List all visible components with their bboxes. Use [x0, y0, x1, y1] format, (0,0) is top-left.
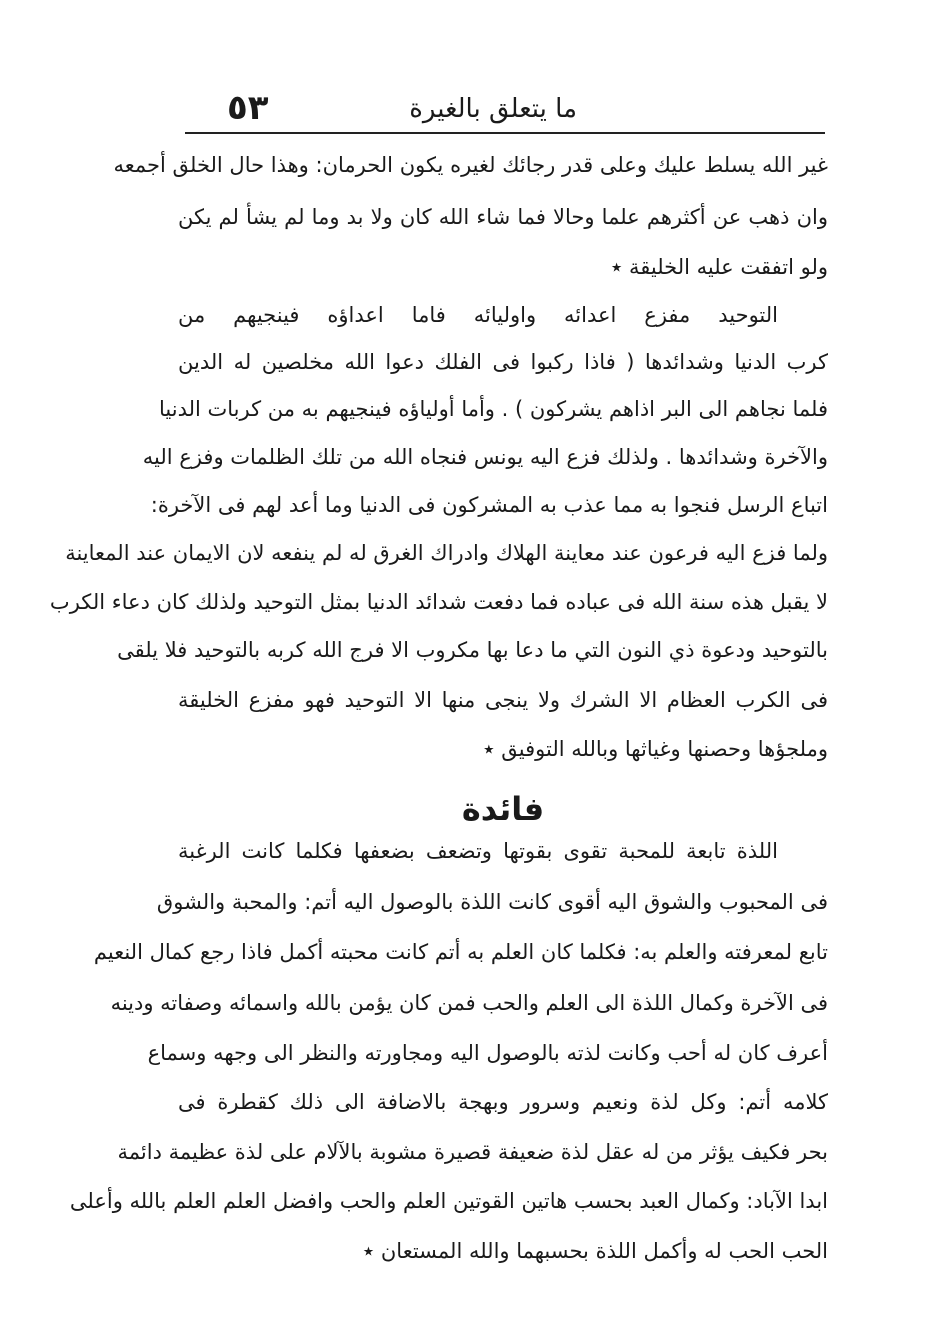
text-line: ولما فزع اليه فرعون عند معاينة الهلاك وادراك الغرق له لم ينفعه لان الايمان عند المعاينة: [65, 541, 828, 565]
section-heading: فائدة: [461, 790, 545, 828]
text-line: فلما نجاهم الى البر اذاهم يشركون ) . وأما أولياؤه فينجيهم به من كربات الدنيا: [158, 397, 828, 421]
text-line: غير الله يسلط عليك وعلى قدر رجائك لغيره يكون الحرمان: وهذا حال الخلق أجمعه: [113, 153, 828, 177]
header-rule: [185, 132, 825, 134]
text-line: فى الآخرة وكمال اللذة الى العلم والحب فمن كان يؤمن بالله واسمائه وصفاته ودينه: [110, 991, 828, 1015]
running-title: ما يتعلق بالغيرة: [409, 94, 577, 124]
page-number: ٥٣: [227, 88, 269, 128]
text-line: لا يقبل هذه سنة الله فى عباده فما دفعت شدائد الدنيا بمثل التوحيد ولذلك كان دعاء الكرب: [49, 590, 828, 614]
text-line: والآخرة وشدائدها . ولذلك فزع اليه يونس فنجاه الله من تلك الظلمات وفزع اليه: [142, 445, 828, 469]
page-header: [185, 84, 825, 134]
text-line: اللذة تابعة للمحبة تقوى بقوتها وتضعف بضعفها فكلما كانت الرغبة: [178, 839, 778, 863]
text-line: تابع لمعرفته والعلم به: فكلما كان العلم به أتم كانت محبته أكمل فاذا رجع كمال النعيم: [93, 940, 828, 964]
text-line: ولو اتفقت عليه الخليقة ٭: [610, 255, 828, 279]
text-line: ابدا الآباد: وكمال العبد بحسب هاتين القوتين العلم والحب وافضل العلم العلم بالله وأعلى: [69, 1189, 828, 1213]
text-line: اتباع الرسل فنجوا به مما عذب به المشركون فى الدنيا وما أعد لهم فى الآخرة:: [150, 493, 828, 517]
text-line: وملجؤها وحصنها وغياثها وبالله التوفيق ٭: [483, 737, 828, 761]
text-line: بحر فكيف يؤثر من له عقل لذة ضعيفة قصيرة مشوبة بالآلام على لذة عظيمة دائمة: [117, 1140, 828, 1164]
text-line: الحب الحب له وأكمل اللذة بحسبهما والله المستعان ٭: [362, 1239, 828, 1263]
text-line: بالتوحيد ودعوة ذي النون التي ما دعا بها مكروب الا فرج الله كربه بالتوحيد فلا يلقى: [117, 638, 828, 662]
text-line: كلامه أتم: وكل لذة ونعيم وسرور وبهجة بالاضافة الى ذلك كقطرة فى: [178, 1090, 828, 1114]
text-line: وان ذهب عن أكثرهم علما وحالا فما شاء الله كان ولا بد وما لم يشأ لم يكن: [178, 205, 828, 229]
text-line: التوحيد مفزع اعدائه واوليائه فاما اعداؤه فينجيهم من: [178, 303, 778, 327]
text-line: كرب الدنيا وشدائدها ( فاذا ركبوا فى الفلك دعوا الله مخلصين له الدين: [178, 350, 828, 374]
text-line: فى المحبوب والشوق اليه أقوى كانت اللذة بالوصول اليه أتم: والمحبة والشوق: [156, 890, 828, 914]
text-line: فى الكرب العظام الا الشرك ولا ينجى منها الا التوحيد فهو مفزع الخليقة: [178, 688, 828, 712]
text-line: أعرف كان له أحب وكانت لذته بالوصول اليه ومجاورته والنظر الى وجهه وسماع: [147, 1041, 828, 1065]
